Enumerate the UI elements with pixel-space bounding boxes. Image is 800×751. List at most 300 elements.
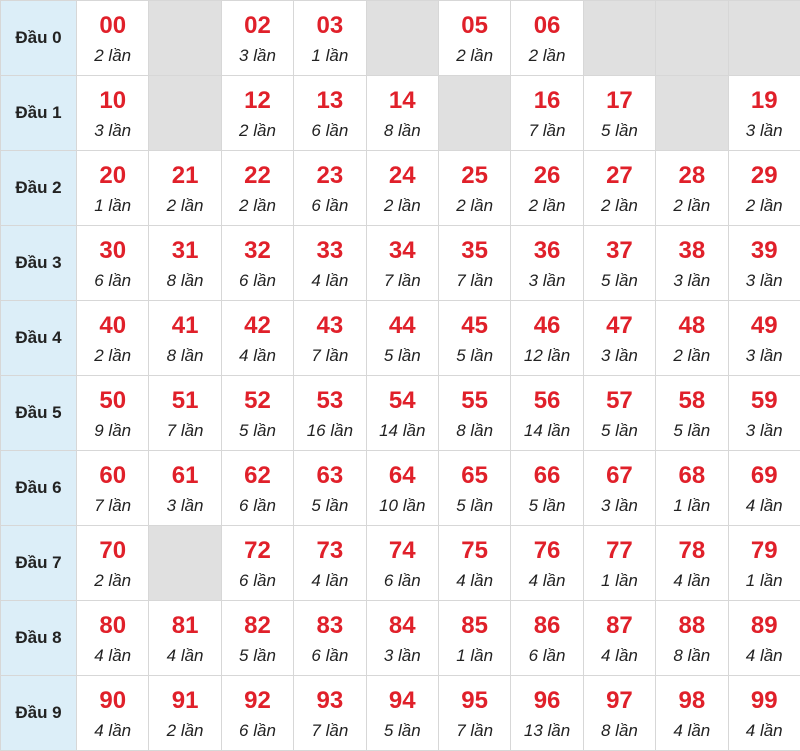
occurrence-count: 7 lần <box>367 270 438 292</box>
occurrence-count: 1 lần <box>584 570 655 592</box>
number-cell <box>294 1 366 76</box>
number-cell <box>366 526 438 601</box>
occurrence-count: 2 lần <box>511 195 582 217</box>
lottery-number: 13 <box>294 87 365 115</box>
lottery-number: 44 <box>367 312 438 340</box>
lottery-number: 79 <box>729 537 800 565</box>
number-cell <box>294 76 366 151</box>
occurrence-count: 7 lần <box>511 120 582 142</box>
lottery-number: 29 <box>729 162 800 190</box>
lottery-number: 10 <box>77 87 148 115</box>
number-cell <box>77 76 149 151</box>
occurrence-count: 1 lần <box>77 195 148 217</box>
occurrence-count: 2 lần <box>656 195 727 217</box>
number-cell <box>221 151 293 226</box>
number-cell <box>77 601 149 676</box>
number-cell <box>656 451 728 526</box>
lottery-number: 47 <box>584 312 655 340</box>
occurrence-count: 5 lần <box>367 345 438 367</box>
lottery-number: 40 <box>77 312 148 340</box>
occurrence-count: 6 lần <box>511 645 582 667</box>
number-cell <box>438 451 510 526</box>
occurrence-count: 2 lần <box>77 45 148 67</box>
lottery-number: 51 <box>149 387 220 415</box>
occurrence-count: 4 lần <box>729 645 800 667</box>
lottery-number: 72 <box>222 537 293 565</box>
empty-cell <box>656 1 728 76</box>
occurrence-count: 3 lần <box>729 420 800 442</box>
number-cell <box>294 601 366 676</box>
number-cell <box>366 301 438 376</box>
number-cell <box>656 301 728 376</box>
number-cell <box>656 676 728 751</box>
occurrence-count: 6 lần <box>222 270 293 292</box>
occurrence-count: 5 lần <box>511 495 582 517</box>
number-cell <box>366 451 438 526</box>
occurrence-count: 5 lần <box>222 420 293 442</box>
number-cell <box>438 151 510 226</box>
lottery-number: 84 <box>367 612 438 640</box>
lottery-number: 37 <box>584 237 655 265</box>
occurrence-count: 13 lần <box>511 720 582 742</box>
occurrence-count: 3 lần <box>729 270 800 292</box>
lottery-number: 91 <box>149 687 220 715</box>
empty-cell <box>149 76 221 151</box>
number-cell <box>366 76 438 151</box>
number-cell <box>149 676 221 751</box>
occurrence-count: 5 lần <box>584 420 655 442</box>
occurrence-count: 5 lần <box>584 270 655 292</box>
number-cell <box>77 526 149 601</box>
lottery-number: 20 <box>77 162 148 190</box>
lottery-number: 92 <box>222 687 293 715</box>
number-cell <box>728 376 800 451</box>
number-cell <box>77 376 149 451</box>
lottery-number: 56 <box>511 387 582 415</box>
occurrence-count: 5 lần <box>367 720 438 742</box>
occurrence-count: 5 lần <box>222 645 293 667</box>
occurrence-count: 1 lần <box>294 45 365 67</box>
lottery-number: 69 <box>729 462 800 490</box>
occurrence-count: 7 lần <box>439 720 510 742</box>
number-cell <box>511 301 583 376</box>
lottery-number: 43 <box>294 312 365 340</box>
occurrence-count: 16 lần <box>294 420 365 442</box>
lottery-number: 87 <box>584 612 655 640</box>
number-cell <box>728 601 800 676</box>
lottery-number: 35 <box>439 237 510 265</box>
occurrence-count: 4 lần <box>77 720 148 742</box>
number-cell <box>221 1 293 76</box>
lottery-number: 90 <box>77 687 148 715</box>
number-cell <box>728 526 800 601</box>
occurrence-count: 2 lần <box>656 345 727 367</box>
lottery-number: 66 <box>511 462 582 490</box>
occurrence-count: 6 lần <box>294 120 365 142</box>
lottery-number: 54 <box>367 387 438 415</box>
lottery-number: 38 <box>656 237 727 265</box>
lottery-number: 14 <box>367 87 438 115</box>
number-cell <box>511 76 583 151</box>
number-cell <box>511 451 583 526</box>
lottery-number: 57 <box>584 387 655 415</box>
lottery-number: 80 <box>77 612 148 640</box>
lottery-number: 34 <box>367 237 438 265</box>
number-cell <box>221 451 293 526</box>
lottery-number: 50 <box>77 387 148 415</box>
number-cell <box>583 526 655 601</box>
occurrence-count: 8 lần <box>439 420 510 442</box>
lottery-number: 95 <box>439 687 510 715</box>
lottery-number: 31 <box>149 237 220 265</box>
number-cell <box>438 1 510 76</box>
empty-cell <box>728 1 800 76</box>
number-cell <box>583 601 655 676</box>
lottery-number: 00 <box>77 12 148 40</box>
occurrence-count: 3 lần <box>584 495 655 517</box>
occurrence-count: 3 lần <box>729 120 800 142</box>
occurrence-count: 6 lần <box>222 570 293 592</box>
occurrence-count: 4 lần <box>439 570 510 592</box>
lottery-number: 27 <box>584 162 655 190</box>
number-cell <box>366 226 438 301</box>
lottery-number: 75 <box>439 537 510 565</box>
occurrence-count: 6 lần <box>294 645 365 667</box>
occurrence-count: 4 lần <box>294 270 365 292</box>
occurrence-count: 6 lần <box>294 195 365 217</box>
lottery-number: 88 <box>656 612 727 640</box>
occurrence-count: 3 lần <box>367 645 438 667</box>
lottery-number: 97 <box>584 687 655 715</box>
occurrence-count: 14 lần <box>511 420 582 442</box>
number-cell <box>149 451 221 526</box>
lottery-number: 60 <box>77 462 148 490</box>
occurrence-count: 5 lần <box>584 120 655 142</box>
occurrence-count: 1 lần <box>656 495 727 517</box>
occurrence-count: 2 lần <box>77 345 148 367</box>
number-cell <box>583 676 655 751</box>
number-cell <box>511 1 583 76</box>
occurrence-count: 6 lần <box>222 495 293 517</box>
lottery-number: 65 <box>439 462 510 490</box>
number-cell <box>511 151 583 226</box>
lottery-number: 81 <box>149 612 220 640</box>
number-cell <box>294 451 366 526</box>
occurrence-count: 5 lần <box>439 495 510 517</box>
occurrence-count: 6 lần <box>222 720 293 742</box>
occurrence-count: 1 lần <box>439 645 510 667</box>
number-cell <box>728 451 800 526</box>
lottery-number: 21 <box>149 162 220 190</box>
occurrence-count: 4 lần <box>584 645 655 667</box>
lottery-number: 17 <box>584 87 655 115</box>
number-cell <box>728 301 800 376</box>
row-header: Đầu 7 <box>1 526 77 601</box>
table-row <box>1 76 800 151</box>
occurrence-count: 2 lần <box>367 195 438 217</box>
number-cell <box>366 676 438 751</box>
empty-cell <box>656 76 728 151</box>
occurrence-count: 4 lần <box>656 720 727 742</box>
empty-cell <box>149 526 221 601</box>
lottery-number: 39 <box>729 237 800 265</box>
lottery-number: 46 <box>511 312 582 340</box>
row-header: Đầu 5 <box>1 376 77 451</box>
number-cell <box>438 226 510 301</box>
occurrence-count: 2 lần <box>439 195 510 217</box>
occurrence-count: 8 lần <box>367 120 438 142</box>
table-row <box>1 376 800 451</box>
lottery-number: 41 <box>149 312 220 340</box>
occurrence-count: 10 lần <box>367 495 438 517</box>
lottery-number: 89 <box>729 612 800 640</box>
table-row <box>1 226 800 301</box>
number-cell <box>77 1 149 76</box>
number-cell <box>511 376 583 451</box>
occurrence-count: 7 lần <box>77 495 148 517</box>
row-header: Đầu 3 <box>1 226 77 301</box>
number-cell <box>221 526 293 601</box>
occurrence-count: 2 lần <box>149 720 220 742</box>
lottery-number: 58 <box>656 387 727 415</box>
occurrence-count: 8 lần <box>584 720 655 742</box>
number-cell <box>366 376 438 451</box>
occurrence-count: 3 lần <box>729 345 800 367</box>
lottery-number: 96 <box>511 687 582 715</box>
occurrence-count: 1 lần <box>729 570 800 592</box>
empty-cell <box>583 1 655 76</box>
lottery-number: 36 <box>511 237 582 265</box>
occurrence-count: 2 lần <box>149 195 220 217</box>
lottery-number: 74 <box>367 537 438 565</box>
number-cell <box>728 76 800 151</box>
number-cell <box>438 526 510 601</box>
number-cell <box>583 76 655 151</box>
number-cell <box>221 226 293 301</box>
lottery-number: 94 <box>367 687 438 715</box>
row-header: Đầu 4 <box>1 301 77 376</box>
lottery-number: 85 <box>439 612 510 640</box>
number-cell <box>583 451 655 526</box>
occurrence-count: 7 lần <box>294 345 365 367</box>
lottery-number: 49 <box>729 312 800 340</box>
number-cell <box>294 526 366 601</box>
number-cell <box>656 226 728 301</box>
occurrence-count: 2 lần <box>222 120 293 142</box>
occurrence-count: 5 lần <box>294 495 365 517</box>
lottery-number: 61 <box>149 462 220 490</box>
row-header: Đầu 2 <box>1 151 77 226</box>
occurrence-count: 4 lần <box>729 495 800 517</box>
occurrence-count: 2 lần <box>584 195 655 217</box>
number-cell <box>294 301 366 376</box>
table-row <box>1 151 800 226</box>
empty-cell <box>149 1 221 76</box>
lottery-number: 24 <box>367 162 438 190</box>
occurrence-count: 5 lần <box>439 345 510 367</box>
lottery-number: 70 <box>77 537 148 565</box>
occurrence-count: 9 lần <box>77 420 148 442</box>
occurrence-count: 4 lần <box>222 345 293 367</box>
lottery-number: 23 <box>294 162 365 190</box>
number-cell <box>221 376 293 451</box>
occurrence-count: 3 lần <box>222 45 293 67</box>
number-cell <box>438 301 510 376</box>
number-cell <box>149 601 221 676</box>
row-header: Đầu 8 <box>1 601 77 676</box>
lottery-number: 62 <box>222 462 293 490</box>
number-cell <box>728 676 800 751</box>
number-cell <box>77 301 149 376</box>
number-cell <box>656 376 728 451</box>
number-cell <box>294 376 366 451</box>
occurrence-count: 3 lần <box>149 495 220 517</box>
table-row <box>1 301 800 376</box>
number-cell <box>149 226 221 301</box>
number-cell <box>77 676 149 751</box>
occurrence-count: 5 lần <box>656 420 727 442</box>
number-cell <box>438 601 510 676</box>
number-cell <box>294 151 366 226</box>
lottery-number: 12 <box>222 87 293 115</box>
occurrence-count: 2 lần <box>729 195 800 217</box>
occurrence-count: 2 lần <box>511 45 582 67</box>
lottery-number: 28 <box>656 162 727 190</box>
number-cell <box>656 151 728 226</box>
lottery-number: 98 <box>656 687 727 715</box>
number-cell <box>149 301 221 376</box>
empty-cell <box>438 76 510 151</box>
number-cell <box>728 226 800 301</box>
occurrence-count: 8 lần <box>149 345 220 367</box>
number-cell <box>583 301 655 376</box>
occurrence-count: 2 lần <box>77 570 148 592</box>
table-body <box>1 1 800 751</box>
number-cell <box>221 601 293 676</box>
occurrence-count: 12 lần <box>511 345 582 367</box>
number-cell <box>511 226 583 301</box>
occurrence-count: 3 lần <box>584 345 655 367</box>
lottery-number: 03 <box>294 12 365 40</box>
occurrence-count: 7 lần <box>149 420 220 442</box>
number-cell <box>438 676 510 751</box>
number-cell <box>221 76 293 151</box>
lottery-number: 93 <box>294 687 365 715</box>
number-cell <box>77 226 149 301</box>
lottery-number: 06 <box>511 12 582 40</box>
lottery-number: 53 <box>294 387 365 415</box>
number-cell <box>366 151 438 226</box>
number-cell <box>511 601 583 676</box>
lottery-number: 64 <box>367 462 438 490</box>
lottery-number: 78 <box>656 537 727 565</box>
number-cell <box>77 451 149 526</box>
lottery-number: 99 <box>729 687 800 715</box>
occurrence-count: 4 lần <box>294 570 365 592</box>
table-row <box>1 1 800 76</box>
lottery-number: 59 <box>729 387 800 415</box>
lottery-number: 67 <box>584 462 655 490</box>
occurrence-count: 3 lần <box>656 270 727 292</box>
lottery-number: 22 <box>222 162 293 190</box>
lottery-number: 83 <box>294 612 365 640</box>
lottery-number: 16 <box>511 87 582 115</box>
lottery-number: 77 <box>584 537 655 565</box>
lottery-number: 25 <box>439 162 510 190</box>
number-cell <box>438 376 510 451</box>
lottery-number: 68 <box>656 462 727 490</box>
lottery-number: 05 <box>439 12 510 40</box>
number-cell <box>149 151 221 226</box>
lottery-number: 33 <box>294 237 365 265</box>
number-cell <box>656 601 728 676</box>
number-cell <box>221 676 293 751</box>
lottery-number: 02 <box>222 12 293 40</box>
occurrence-count: 6 lần <box>367 570 438 592</box>
occurrence-count: 7 lần <box>294 720 365 742</box>
number-cell <box>728 151 800 226</box>
lottery-number: 26 <box>511 162 582 190</box>
occurrence-count: 6 lần <box>77 270 148 292</box>
row-header: Đầu 1 <box>1 76 77 151</box>
empty-cell <box>366 1 438 76</box>
row-header: Đầu 9 <box>1 676 77 751</box>
lottery-number: 82 <box>222 612 293 640</box>
number-cell <box>656 526 728 601</box>
row-header: Đầu 6 <box>1 451 77 526</box>
lottery-number: 48 <box>656 312 727 340</box>
table-row <box>1 676 800 751</box>
lottery-number: 86 <box>511 612 582 640</box>
occurrence-count: 8 lần <box>149 270 220 292</box>
occurrence-count: 3 lần <box>77 120 148 142</box>
number-cell <box>583 226 655 301</box>
lottery-number: 63 <box>294 462 365 490</box>
occurrence-count: 2 lần <box>439 45 510 67</box>
number-cell <box>221 301 293 376</box>
occurrence-count: 4 lần <box>656 570 727 592</box>
occurrence-count: 14 lần <box>367 420 438 442</box>
lottery-number: 42 <box>222 312 293 340</box>
number-cell <box>366 601 438 676</box>
number-cell <box>511 526 583 601</box>
lottery-number: 19 <box>729 87 800 115</box>
occurrence-count: 4 lần <box>511 570 582 592</box>
occurrence-count: 7 lần <box>439 270 510 292</box>
number-cell <box>294 226 366 301</box>
table-row <box>1 526 800 601</box>
number-cell <box>511 676 583 751</box>
occurrence-count: 8 lần <box>656 645 727 667</box>
number-cell <box>149 376 221 451</box>
lottery-number: 45 <box>439 312 510 340</box>
occurrence-count: 4 lần <box>77 645 148 667</box>
lottery-number: 30 <box>77 237 148 265</box>
number-cell <box>583 376 655 451</box>
lottery-number: 32 <box>222 237 293 265</box>
lottery-number: 55 <box>439 387 510 415</box>
number-cell <box>583 151 655 226</box>
occurrence-count: 4 lần <box>729 720 800 742</box>
row-header: Đầu 0 <box>1 1 77 76</box>
table-row <box>1 601 800 676</box>
lottery-number: 76 <box>511 537 582 565</box>
table-row <box>1 451 800 526</box>
occurrence-count: 4 lần <box>149 645 220 667</box>
occurrence-count: 2 lần <box>222 195 293 217</box>
lottery-number: 73 <box>294 537 365 565</box>
number-cell <box>77 151 149 226</box>
